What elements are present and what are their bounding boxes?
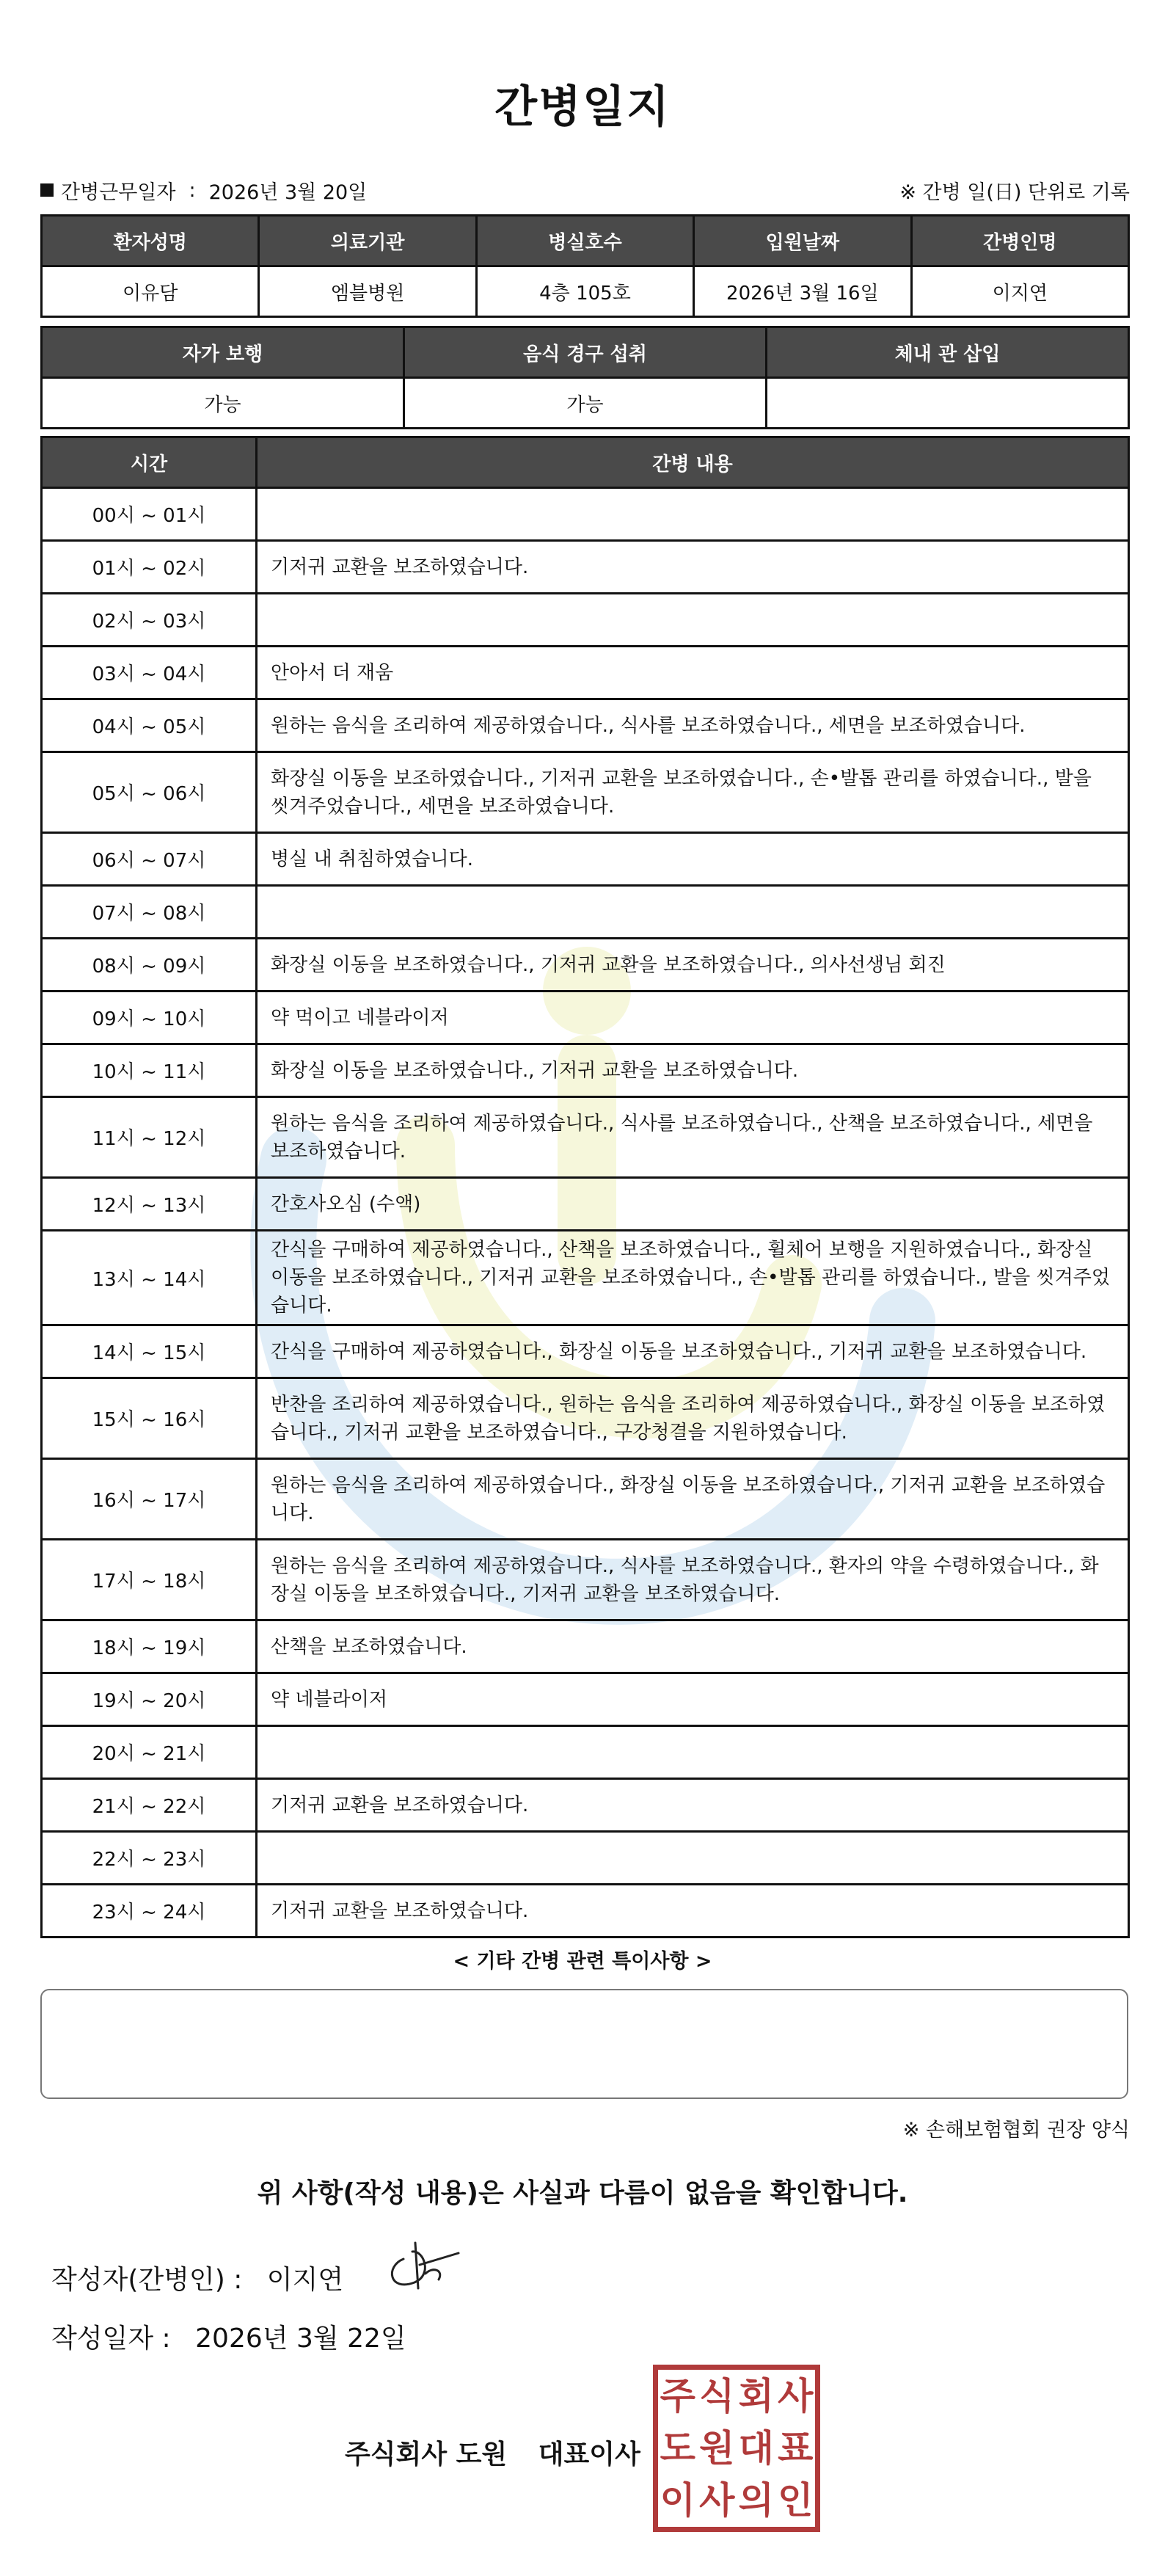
schedule-row — [42, 1459, 1129, 1540]
header-time: 시간 — [42, 437, 257, 488]
row-content: 기저귀 교환을 보조하였습니다. — [257, 541, 1129, 594]
schedule-row — [42, 886, 1129, 939]
ability-header-row — [42, 327, 1129, 378]
row-time: 03시 ~ 04시 — [42, 647, 257, 699]
writer-name: 이지연 — [266, 2265, 344, 2295]
patient-info-table — [40, 214, 1130, 318]
writer-label: 작성자(간병인) : — [51, 2265, 243, 2295]
schedule-row — [42, 833, 1129, 886]
schedule-row — [42, 992, 1129, 1044]
company-line — [345, 2434, 640, 2471]
row-time: 18시 ~ 19시 — [42, 1620, 257, 1673]
row-time: 00시 ~ 01시 — [42, 488, 257, 541]
seal-char: 이 — [660, 2479, 695, 2522]
work-date-separator: : — [189, 178, 196, 202]
confirm-statement: 위 사항(작성 내용)은 사실과 다름이 없음을 확인합니다. — [257, 2178, 908, 2208]
ability-table — [40, 326, 1130, 429]
header-caregiver-name: 간병인명 — [911, 216, 1128, 266]
seal-char: 주 — [660, 2374, 695, 2417]
admission-date: 2026년 3월 16일 — [694, 266, 911, 317]
row-time: 17시 ~ 18시 — [42, 1540, 257, 1620]
seal-char: 회 — [738, 2374, 774, 2417]
header-hospital: 의료기관 — [259, 216, 476, 266]
company-seal-stamp — [653, 2365, 820, 2532]
row-time: 14시 ~ 15시 — [42, 1325, 257, 1378]
schedule-row — [42, 752, 1129, 833]
schedule-row — [42, 1726, 1129, 1779]
row-time: 23시 ~ 24시 — [42, 1885, 257, 1938]
row-content: 병실 내 취침하였습니다. — [257, 833, 1129, 886]
row-content: 산책을 보조하였습니다. — [257, 1620, 1129, 1673]
written-date-label: 작성일자 : — [51, 2324, 171, 2354]
row-time: 10시 ~ 11시 — [42, 1044, 257, 1097]
work-date-row — [40, 172, 1130, 208]
room-number: 4층 105호 — [476, 266, 693, 317]
tube-insertion-value — [767, 378, 1129, 429]
header-patient-name: 환자성명 — [42, 216, 259, 266]
row-content: 원하는 음식을 조리하여 제공하였습니다., 식사를 보조하였습니다., 환자의 약을 수령하였습니다., 화장실 이동을 보조하였습니다., 기저귀 교환을 보조하였습니다. — [257, 1540, 1129, 1620]
row-content: 반찬을 조리하여 제공하였습니다., 원하는 음식을 조리하여 제공하였습니다., 화장실 이동을 보조하였습니다., 기저귀 교환을 보조하였습니다., 구강청결을 지원하였습니다. — [257, 1378, 1129, 1459]
row-time: 09시 ~ 10시 — [42, 992, 257, 1044]
patient-info-value-row — [42, 266, 1129, 317]
header-self-walking: 자가 보행 — [42, 327, 404, 378]
schedule-row — [42, 1832, 1129, 1885]
seal-char: 사 — [699, 2479, 735, 2522]
schedule-row — [42, 1540, 1129, 1620]
row-content — [257, 1726, 1129, 1779]
caregiver-name: 이지연 — [911, 266, 1128, 317]
row-time: 04시 ~ 05시 — [42, 699, 257, 752]
schedule-row — [42, 1779, 1129, 1832]
seal-char: 원 — [699, 2426, 735, 2470]
care-schedule-table — [40, 436, 1130, 1938]
schedule-row — [42, 1325, 1129, 1378]
schedule-row — [42, 1231, 1129, 1325]
header-room: 병실호수 — [476, 216, 693, 266]
page-title: 간병일지 — [494, 81, 671, 133]
schedule-header-row — [42, 437, 1129, 488]
unit-note: ※ 간병 일(日) 단위로 기록 — [899, 181, 1130, 204]
row-time: 12시 ~ 13시 — [42, 1178, 257, 1231]
row-content: 간식을 구매하여 제공하였습니다., 화장실 이동을 보조하였습니다., 기저귀 교환을 보조하였습니다. — [257, 1325, 1129, 1378]
ceo-title: 대표이사 — [538, 2439, 640, 2470]
notes-text — [42, 1990, 1127, 2017]
schedule-row — [42, 1097, 1129, 1178]
row-time: 19시 ~ 20시 — [42, 1673, 257, 1726]
header-oral-intake: 음식 경구 섭취 — [404, 327, 767, 378]
seal-char: 표 — [778, 2426, 814, 2470]
patient-info-header-row — [42, 216, 1129, 266]
row-time: 21시 ~ 22시 — [42, 1779, 257, 1832]
row-content: 화장실 이동을 보조하였습니다., 기저귀 교환을 보조하였습니다., 의사선생님 회진 — [257, 939, 1129, 992]
row-time: 11시 ~ 12시 — [42, 1097, 257, 1178]
row-content: 약 네블라이저 — [257, 1673, 1129, 1726]
patient-name: 이유담 — [42, 266, 259, 317]
company-name: 주식회사 도원 — [345, 2439, 508, 2470]
row-content: 원하는 음식을 조리하여 제공하였습니다., 화장실 이동을 보조하였습니다., 기저귀 교환을 보조하였습니다. — [257, 1459, 1129, 1540]
schedule-row — [42, 488, 1129, 541]
header-tube-insertion: 체내 관 삽입 — [767, 327, 1129, 378]
square-bullet-icon — [40, 183, 54, 197]
row-content: 간호사오심 (수액) — [257, 1178, 1129, 1231]
seal-char: 대 — [738, 2426, 774, 2470]
schedule-row — [42, 1673, 1129, 1726]
work-date — [40, 176, 367, 205]
notes-box — [40, 1989, 1128, 2099]
schedule-row — [42, 1378, 1129, 1459]
work-date-value: 2026년 3월 20일 — [208, 181, 368, 204]
recommend-note: ※ 손해보험협회 권장 양식 — [902, 2119, 1130, 2142]
row-content — [257, 488, 1129, 541]
row-content: 원하는 음식을 조리하여 제공하였습니다., 식사를 보조하였습니다., 산책을 보조하였습니다., 세면을 보조하였습니다. — [257, 1097, 1129, 1178]
header-care-content: 간병 내용 — [257, 437, 1129, 488]
row-content: 기저귀 교환을 보조하였습니다. — [257, 1885, 1129, 1938]
row-content: 화장실 이동을 보조하였습니다., 기저귀 교환을 보조하였습니다., 손•발톱 관리를 하였습니다., 발을 씻겨주었습니다., 세면을 보조하였습니다. — [257, 752, 1129, 833]
row-content — [257, 594, 1129, 647]
row-content: 약 먹이고 네블라이저 — [257, 992, 1129, 1044]
seal-char: 식 — [699, 2374, 735, 2417]
schedule-row — [42, 1044, 1129, 1097]
row-time: 01시 ~ 02시 — [42, 541, 257, 594]
header-admission-date: 입원날짜 — [694, 216, 911, 266]
row-time: 16시 ~ 17시 — [42, 1459, 257, 1540]
schedule-row — [42, 699, 1129, 752]
row-content: 원하는 음식을 조리하여 제공하였습니다., 식사를 보조하였습니다., 세면을 보조하였습니다. — [257, 699, 1129, 752]
row-content: 기저귀 교환을 보조하였습니다. — [257, 1779, 1129, 1832]
row-content — [257, 1832, 1129, 1885]
row-content — [257, 886, 1129, 939]
seal-char: 사 — [778, 2374, 814, 2417]
seal-char: 의 — [738, 2479, 774, 2522]
hospital-name: 엠블병원 — [259, 266, 476, 317]
row-time: 06시 ~ 07시 — [42, 833, 257, 886]
signature-icon — [381, 2237, 462, 2296]
row-content: 안아서 더 재움 — [257, 647, 1129, 699]
schedule-row — [42, 647, 1129, 699]
row-content: 간식을 구매하여 제공하였습니다., 산책을 보조하였습니다., 휠체어 보행을 지원하였습니다., 화장실 이동을 보조하였습니다., 기저귀 교환을 보조하였습니다., 손•발톱 관리를 하였습니다., 발을 씻겨주었습니다. — [257, 1231, 1129, 1325]
written-date-line — [51, 2318, 406, 2355]
writer-line — [51, 2259, 343, 2296]
row-time: 20시 ~ 21시 — [42, 1726, 257, 1779]
row-time: 08시 ~ 09시 — [42, 939, 257, 992]
schedule-row — [42, 1885, 1129, 1938]
oral-intake-value: 가능 — [404, 378, 767, 429]
row-time: 07시 ~ 08시 — [42, 886, 257, 939]
schedule-row — [42, 594, 1129, 647]
row-time: 13시 ~ 14시 — [42, 1231, 257, 1325]
ability-value-row — [42, 378, 1129, 429]
written-date-value: 2026년 3월 22일 — [195, 2324, 406, 2354]
row-time: 22시 ~ 23시 — [42, 1832, 257, 1885]
row-time: 05시 ~ 06시 — [42, 752, 257, 833]
schedule-row — [42, 541, 1129, 594]
work-date-label: 간병근무일자 — [61, 181, 176, 204]
row-content: 화장실 이동을 보조하였습니다., 기저귀 교환을 보조하였습니다. — [257, 1044, 1129, 1097]
notes-title: < 기타 간병 관련 특이사항 > — [453, 1950, 712, 1973]
schedule-row — [42, 1178, 1129, 1231]
row-time: 15시 ~ 16시 — [42, 1378, 257, 1459]
seal-char: 인 — [778, 2479, 814, 2522]
schedule-row — [42, 939, 1129, 992]
seal-char: 도 — [660, 2426, 695, 2470]
row-time: 02시 ~ 03시 — [42, 594, 257, 647]
schedule-row — [42, 1620, 1129, 1673]
self-walking-value: 가능 — [42, 378, 404, 429]
